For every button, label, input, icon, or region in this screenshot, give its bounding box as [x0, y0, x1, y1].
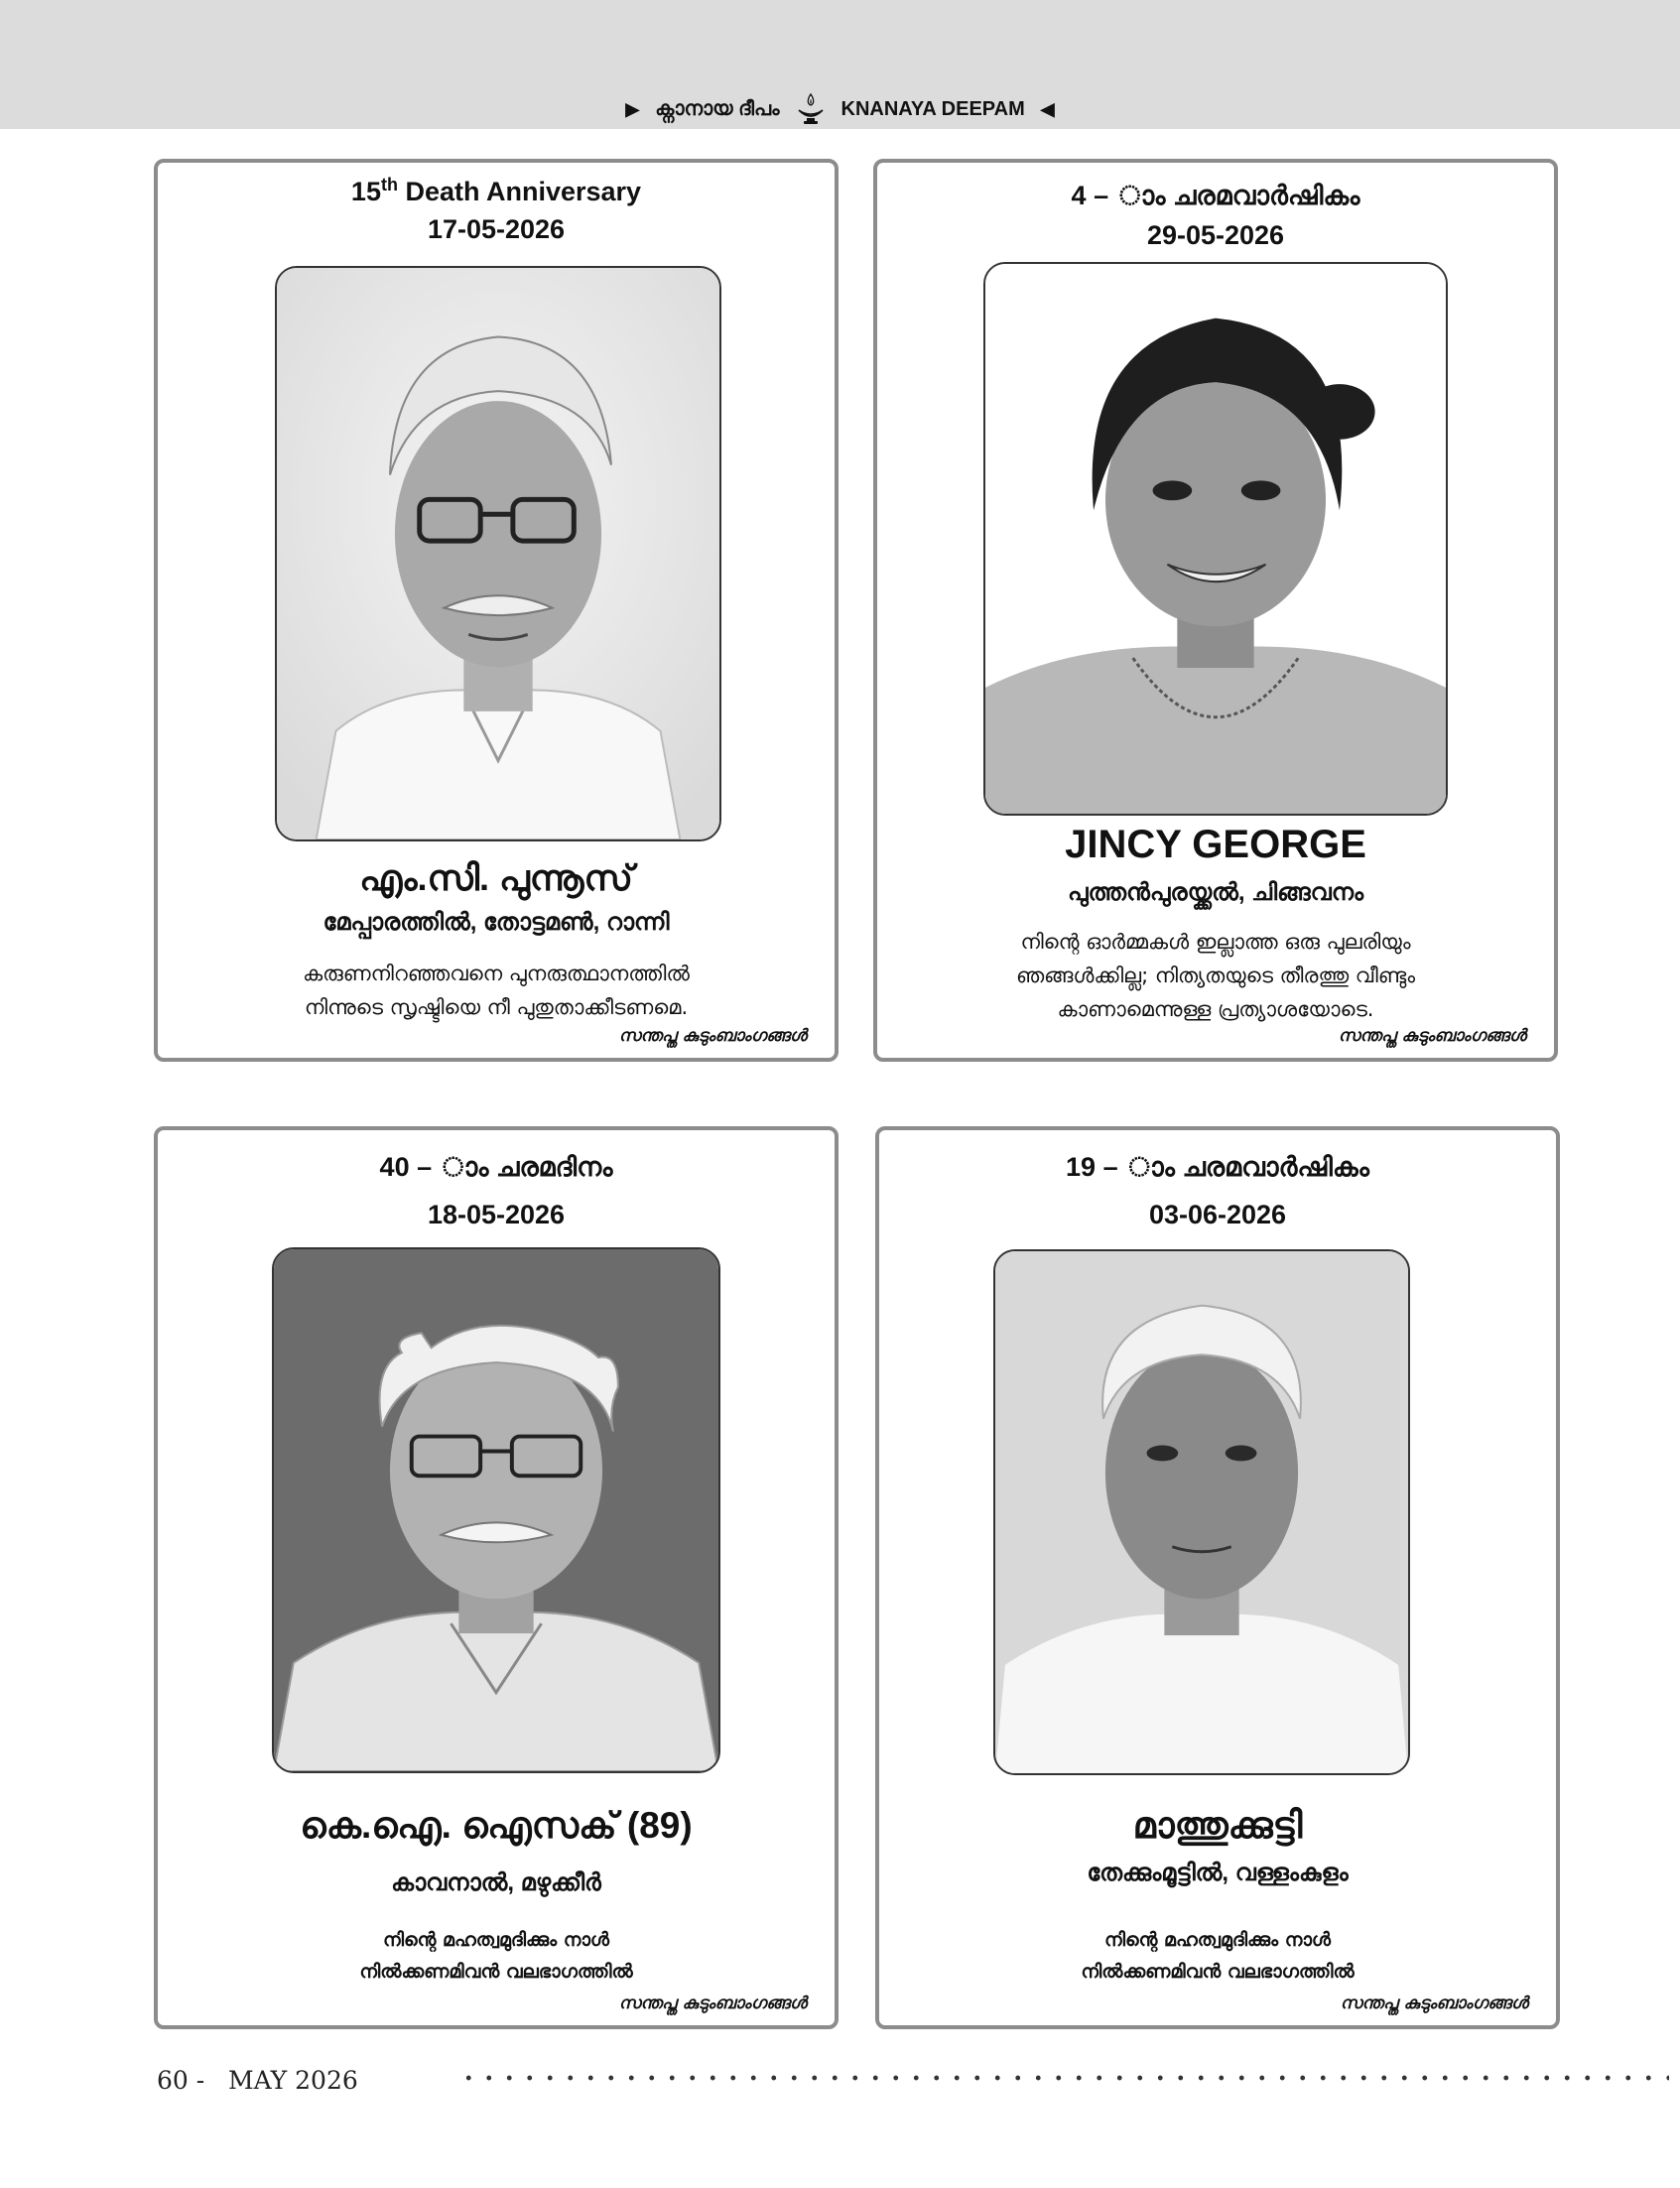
occasion-text: Death Anniversary	[397, 177, 642, 206]
message-line: നിന്റെ മഹത്വമുദിക്കും നാൾ	[1103, 1929, 1332, 1951]
header-title-malayalam: ക്നാനായ ദീപം	[655, 97, 780, 120]
message-line: കരുണനിറഞ്ഞവനെ പുനരുത്ഥാനത്തിൽ	[303, 962, 690, 985]
signature: സന്തപ്ത കുടുംബാംഗങ്ങൾ	[1340, 1994, 1528, 2013]
message-line: ഞങ്ങൾക്കില്ല; നിത്യതയുടെ തീരത്തു വീണ്ടും	[1015, 964, 1416, 987]
signature: സന്തപ്ത കുടുംബാംഗങ്ങൾ	[618, 1026, 807, 1046]
family-place: പുത്തൻപുരയ്ക്കൽ, ചിങ്ങവനം	[1067, 879, 1364, 906]
message-line: നിന്റെ ഓർമ്മകൾ ഇല്ലാത്ത ഒരു പുലരിയും	[1020, 930, 1411, 954]
message-line: നിന്റെ മഹത്വമുദിക്കും നാൾ	[382, 1929, 610, 1951]
triangle-left-icon: ◀	[1040, 98, 1055, 119]
occasion-number: 15	[350, 177, 381, 206]
occasion-title	[158, 175, 835, 207]
obituary-card-2	[873, 159, 1558, 1062]
portrait-photo	[272, 1247, 720, 1773]
occasion-title: 19 – ാം ചരമവാർഷികം	[1066, 1152, 1369, 1182]
memorial-message	[158, 957, 835, 1024]
portrait-photo	[993, 1249, 1410, 1775]
memorial-date: 03-06-2026	[1148, 1200, 1287, 1229]
memorial-date: 17-05-2026	[427, 214, 566, 244]
signature: സന്തപ്ത കുടുംബാംഗങ്ങൾ	[1338, 1026, 1526, 1046]
portrait-photo	[983, 262, 1448, 816]
memorial-message	[158, 1924, 835, 1988]
obituary-card-3	[154, 1126, 839, 2029]
person-name: JINCY GEORGE	[1065, 823, 1366, 866]
dotted-rule	[458, 2068, 1669, 2088]
message-line: നിൽക്കണമിവൻ വലഭാഗത്തിൽ	[1081, 1961, 1355, 1983]
occasion-title: 4 – ാം ചരമവാർഷികം	[1071, 181, 1360, 210]
memorial-date: 18-05-2026	[427, 1200, 566, 1229]
occasion-ordinal: th	[380, 175, 398, 194]
person-name: കെ.ഐ. ഐസക് (89)	[300, 1805, 693, 1846]
portrait-photo	[275, 266, 721, 841]
person-name: മാത്തുക്കുട്ടി	[1132, 1805, 1303, 1846]
message-line: കാണാമെന്നുള്ള പ്രത്യാശയോടെ.	[1057, 997, 1374, 1021]
obituary-card-4	[875, 1126, 1560, 2029]
page-header	[0, 91, 1680, 127]
occasion-title: 40 – ാം ചരമദിനം	[379, 1152, 613, 1182]
message-line: നിൽക്കണമിവൻ വലഭാഗത്തിൽ	[359, 1961, 633, 1983]
message-line: നിന്നുടെ സൃഷ്ടിയെ നീ പുതുതാക്കീടണമെ.	[304, 995, 689, 1019]
memorial-message	[877, 925, 1554, 1026]
memorial-message	[879, 1924, 1556, 1988]
family-place: കാവനാൽ, മഴുക്കീർ	[391, 1869, 601, 1896]
header-title-english: KNANAYA DEEPAM	[840, 97, 1025, 120]
oil-lamp-icon	[796, 92, 826, 126]
family-place: മേപ്പാരത്തിൽ, തോട്ടമൺ, റാന്നി	[323, 909, 670, 936]
family-place: തേക്കുംമൂട്ടിൽ, വള്ളംകുളം	[1087, 1860, 1349, 1886]
memorial-date: 29-05-2026	[1146, 220, 1285, 250]
obituary-card-1	[154, 159, 839, 1062]
signature: സന്തപ്ത കുടുംബാംഗങ്ങൾ	[618, 1994, 807, 2013]
page-number-date: 60 - MAY 2026	[157, 2066, 358, 2095]
triangle-right-icon: ▶	[625, 98, 640, 119]
person-name: എം.സി. പുന്നൂസ്	[359, 857, 633, 898]
